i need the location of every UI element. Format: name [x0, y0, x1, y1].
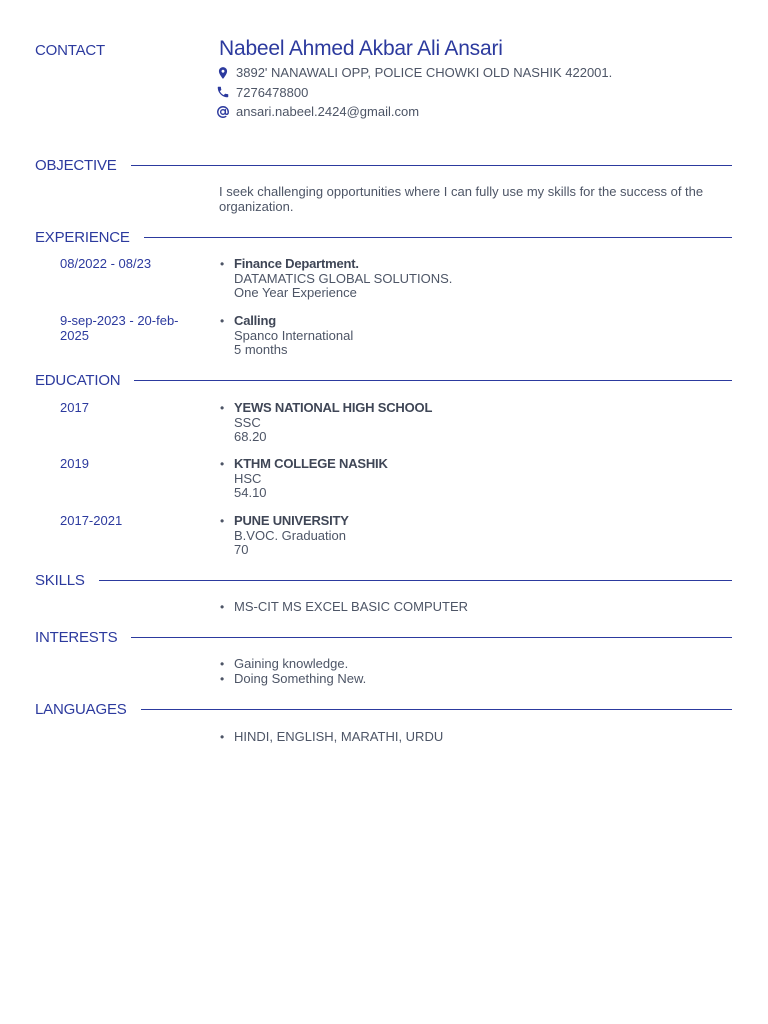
languages-list [220, 729, 714, 745]
list-item [220, 670, 714, 687]
language-text: HINDI, ENGLISH, MARATHI, URDU [234, 729, 444, 744]
interest-text: Gaining knowledge. [234, 656, 349, 671]
contact-address [215, 63, 612, 83]
education-institution: KTHM COLLEGE NASHIK [234, 456, 388, 471]
bullet: • [220, 671, 225, 686]
experience-entry [220, 256, 714, 301]
section-divider [131, 165, 732, 166]
location-pin-icon [215, 65, 231, 81]
education-section-header [35, 370, 732, 390]
languages-section-header [35, 699, 732, 719]
email-text[interactable]: ansari.nabeel.2424@gmail.com [236, 104, 420, 120]
list-item [220, 599, 714, 615]
bullet: • [220, 257, 225, 271]
experience-company: Spanco International [234, 327, 354, 343]
list-item [220, 729, 714, 745]
skills-section-header [35, 570, 732, 590]
section-divider [131, 637, 732, 638]
education-section-title: EDUCATION [35, 371, 121, 389]
education-qualification: B.VOC. Graduation [234, 527, 346, 543]
bullet: • [220, 600, 225, 614]
education-score: 70 [234, 542, 249, 557]
address-text: 3892' NANAWALI OPP, POLICE CHOWKI OLD NASHIK 422001. [236, 65, 613, 81]
phone-text[interactable]: 7276478800 [236, 84, 309, 100]
interests-list [220, 656, 714, 686]
skill-text: MS-CIT MS EXCEL BASIC COMPUTER [234, 599, 469, 614]
education-entry [220, 400, 714, 445]
interests-section-header [35, 627, 732, 647]
experience-section-header [35, 227, 732, 247]
experience-duration: One Year Experience [234, 285, 357, 300]
bullet: • [220, 514, 225, 528]
bullet: • [220, 730, 225, 744]
languages-section-title: LANGUAGES [35, 700, 127, 718]
contact-email [215, 102, 612, 122]
experience-duration: 5 months [234, 342, 288, 357]
contact-section-title: CONTACT [35, 42, 105, 59]
objective-section-header [35, 155, 732, 175]
section-divider [141, 709, 732, 710]
experience-company: DATAMATICS GLOBAL SOLUTIONS. [234, 270, 453, 286]
bullet: • [220, 457, 225, 471]
education-score: 54.10 [234, 485, 267, 500]
section-divider [144, 237, 732, 238]
education-institution: PUNE UNIVERSITY [234, 513, 349, 528]
education-score: 68.20 [234, 429, 267, 444]
list-item [220, 656, 714, 672]
section-divider [99, 580, 732, 581]
interests-section-title: INTERESTS [35, 628, 118, 646]
education-institution: YEWS NATIONAL HIGH SCHOOL [234, 400, 433, 415]
section-divider [134, 380, 732, 381]
experience-role: Finance Department. [234, 256, 359, 271]
experience-role: Calling [234, 313, 276, 328]
education-qualification: HSC [234, 470, 262, 486]
bullet: • [220, 657, 225, 671]
objective-section-title: OBJECTIVE [35, 156, 117, 174]
education-date: 2019 [60, 456, 89, 471]
skills-section-title: SKILLS [35, 571, 85, 589]
education-date: 2017 [60, 400, 89, 415]
experience-date: 08/2022 - 08/23 [60, 256, 152, 271]
bullet: • [220, 314, 225, 328]
education-qualification: SSC [234, 414, 261, 430]
education-entry [220, 456, 714, 501]
education-date: 2017-2021 [60, 513, 123, 528]
skills-list [220, 599, 714, 615]
education-entry [220, 513, 714, 558]
experience-date: 9-sep-2023 - 20-feb-2025 [60, 313, 179, 343]
objective-text: I seek challenging opportunities where I can fully use my skills for the success of the organization. [219, 184, 704, 214]
experience-entry [220, 313, 714, 358]
phone-icon [215, 84, 231, 100]
interest-text: Doing Something New. [234, 670, 367, 686]
candidate-name: Nabeel Ahmed Akbar Ali Ansari [219, 37, 503, 60]
bullet: • [220, 401, 225, 415]
contact-phone [215, 83, 612, 103]
contact-details [215, 63, 612, 122]
experience-section-title: EXPERIENCE [35, 228, 130, 246]
at-sign-icon [215, 104, 231, 120]
